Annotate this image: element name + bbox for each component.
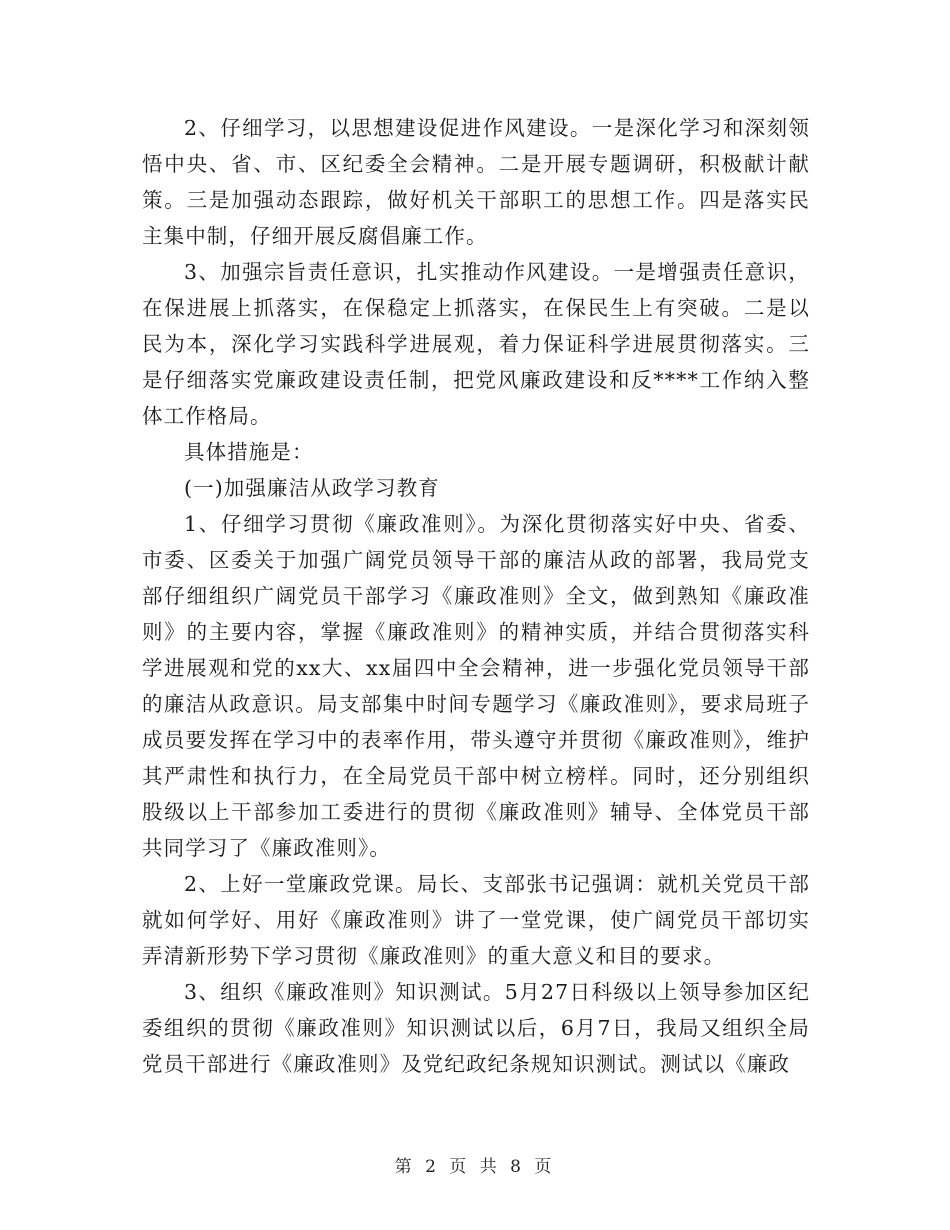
measure-item-2: 2、上好一堂廉政党课。局长、支部张书记强调：就机关党员干部就如何学好、用好《廉政准则》讲了一堂党课，使广阔党员干部切实弄清新形势下学习贯彻《廉政准则》的重大意义和目的要求。: [142, 872, 810, 968]
document-body: [142, 110, 810, 1082]
paragraph-item-2: 2、仔细学习，以思想建设促进作风建设。一是深化学习和深刻领悟中央、省、市、区纪委全会精神。二是开展专题调研，积极献计献策。三是加强动态跟踪，做好机关干部职工的思想工作。四是落实民主集中制，仔细开展反腐倡廉工作。: [142, 116, 810, 248]
measure-item-1: 1、仔细学习贯彻《廉政准则》。为深化贯彻落实好中央、省委、市委、区委关于加强广阔党员领导干部的廉洁从政的部署，我局党支部仔细组织广阔党员干部学习《廉政准则》全文，做到熟知《廉政准则》的主要内容，掌握《廉政准则》的精神实质，并结合贯彻落实科学进展观和党的xx大、xx届四中全会精神，进一步强化党员领导干部的廉洁从政意识。局支部集中时间专题学习《廉政准则》，要求局班子成员要发挥在学习中的表率作用，带头遵守并贯彻《廉政准则》，维护其严肃性和执行力，在全局党员干部中树立榜样。同时，还分别组织股级以上干部参加工委进行的贯彻《廉政准则》辅导、全体党员干部共同学习了《廉政准则》。: [142, 512, 810, 860]
page-number-footer: 第 2 页 共 8 页: [394, 1157, 556, 1177]
section-heading: (一)加强廉洁从政学习教育: [184, 476, 440, 500]
measures-heading: 具体措施是：: [184, 440, 314, 464]
measure-item-3: 3、组织《廉政准则》知识测试。5月27日科级以上领导参加区纪委组织的贯彻《廉政准则》知识测试以后，6月7日，我局又组织全局党员干部进行《廉政准则》及党纪政纪条规知识测试。测试以《廉政: [142, 980, 810, 1076]
paragraph-item-3: 3、加强宗旨责任意识，扎实推动作风建设。一是增强责任意识，在保进展上抓落实，在保稳定上抓落实，在保民生上有突破。二是以民为本，深化学习实践科学进展观，着力保证科学进展贯彻落实。三是仔细落实党廉政建设责任制，把党风廉政建设和反****工作纳入整体工作格局。: [142, 260, 810, 428]
